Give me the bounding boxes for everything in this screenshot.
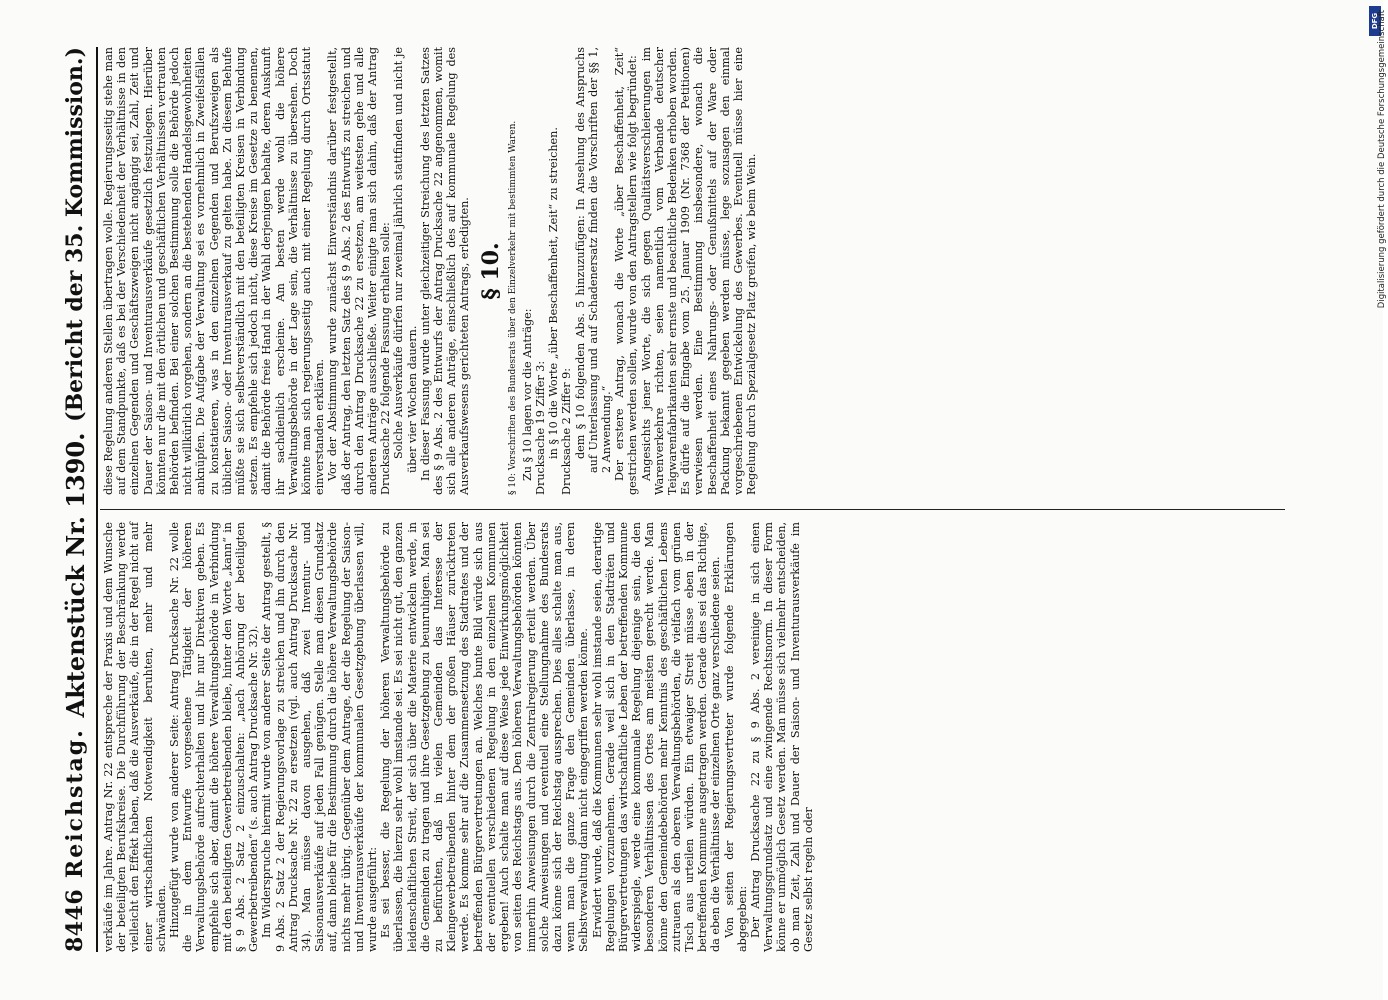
header-bericht: (Bericht der 35. Kommission.) xyxy=(62,47,88,422)
left-paragraph: Hinzugefügt wurde von anderer Seite: Antrag Drucksache Nr. 22 wolle die in dem Entwurfe vorgesehene Tätigkeit der höheren Verwaltungsbehörde aufrechterhalten und ihr nur Direktiven geben. Es empfehle sich aber, damit die höhere Verwaltungsbehörde in Verbindung mit den beteiligten Gewerbetreibenden bleibe, hinter den Worte „kann“ in § 9 Abs. 2 Satz 2 einzuschalten: „nach Anhörung der beteiligten Gewerbetreibenden“ (s. auch Antrag Drucksache Nr. 32). xyxy=(168,522,261,952)
header-reichstag: Reichstag. xyxy=(62,728,88,879)
header-aktenstueck: Aktenstück Nr. 1390. xyxy=(60,432,90,718)
left-paragraph: Es sei besser, die Regelung der höheren Verwaltungsbehörde zu überlassen, die hierzu sehr wohl imstande sei. Es sei nicht gut, den ganzen leidenschaftlichen Streit, der sich über die Materie entwickeln werde, in die Gemeinden zu tragen und ihre Gesetzgebung zu beunruhigen. Man sei zu befürchten, daß in vielen Gemeinden das Interesse der Kleingewerbetreibenden hinter dem der großen Häuser zurücktreten werde. Es komme sehr auf die Zusammensetzung des Stadtrates und der betreffenden Bürgervertretungen an. Welches bunte Bild würde sich aus der eventuellen verschiedenen Regelung in den einzelnen Kommunen ergeben! Auch schalte man auf diese Weise jede Einwirkungsmöglichkeit von seiten des Reichstags aus. Den höheren Verwaltungsbehörden könnten immerhin Anweisungen durch die Zentralregierung erteilt werden. Über solche Anweisungen und eventuell eine Stellungnahme des Bundesrats dazu könne sich der Reichstag aussprechen. Dies alles schalte man aus, wenn man die ganze Frage den Gemeinden überlasse, in deren Selbstverwaltung dann nicht eingegriffen werden könne. xyxy=(379,522,591,952)
right-paragraph: In dieser Fassung wurde unter gleichzeitiger Streichung des letzten Satzes des § 9 Abs. 2 des Entwurfs der Antrag Drucksache 22 angenommen, womit sich alle anderen Anträge, einschließlich des auf kommunale Regelung des Ausverkaufswesens gerichteten Antrags, erledigten. xyxy=(418,47,472,495)
left-paragraph: Erwidert wurde, daß die Kommunen sehr wohl imstande seien, derartige Regelungen vorzunehmen. Gerade weil sich in den Stadträten und Bürgervertretungen das wirtschaftliche Leben der betreffenden Kommune widerspiegle, werde eine kommunale Regelung diejenige sein, die den besonderen Verhältnissen des Ortes am meisten gerecht werde. Man könne den Gemeindebehörden mehr Kenntnis des geschäftlichen Lebens zutrauen als den oberen Verwaltungsbehörden, die vielfach vom grünen Tisch aus urteilen würden. Ein etwaiger Streit müsse eben in der betreffenden Kommune ausgetragen werden. Gerade dies sei das Richtige, da eben die Verhältnisse der einzelnen Orte ganz verschiedene seien. xyxy=(590,522,723,952)
dfg-logo-text: DFG xyxy=(1371,12,1379,30)
left-paragraph: Von seiten der Regierungsvertreter wurde folgende Erklärungen abgegeben: xyxy=(722,522,749,952)
section-margin-note: § 10: Vorschriften des Bundesrats über den Einzelverkehr mit bestimmten Waren. xyxy=(507,120,518,495)
right-paragraph: Angesichts jener Worte, die sich gegen Qualitätsverschleierungen im Warenverkehre richten, seien namentlich vom Verbande deutscher Teigwarenfabrikanten sehr ernste und beachtliche Bedenken erhoben worden. Es dürfe auf die Eingabe vom 25. Januar 1909 (Nr. 7368 der Petitionen) verwiesen werden. Eine Bestimmung insbesondere, wonach die Beschaffenheit eines Nahrungs- oder Genußmittels auf der Ware oder Packung bekannt gegeben werden müsse, lege sozusagen den einmal vorgeschriebenen Entwickelung des Gewerbes. Eventuell müsse hier eine Regelung durch Spezialgesetz Platz greifen, wie beim Wein. xyxy=(639,47,759,495)
motion-body: dem § 10 folgenden Abs. 5 hinzuzufügen: In Ansehung des Anspruchs auf Unterlassung und auf Schadenersatz finden die Vorschriften der §§ 1, 2 Anwendung.“ xyxy=(573,47,613,473)
left-text-column xyxy=(102,522,1282,952)
motion-heading: Drucksache 2 Ziffer 9: xyxy=(560,367,574,495)
motion-body: in § 10 die Worte „über Beschaffenheit, Zeit“ zu streichen. xyxy=(547,127,561,459)
left-paragraph: verkäufe im Jahre. Antrag Nr. 22 entspreche der Praxis und dem Wunsche der beteiligten Berufskreise. Die Durchführung der Beschränkung werde vielleicht den Effekt haben, daß die Ausverkäufe, die in der Regel nicht auf einer wirtschaftlichen Notwendigkeit beruhten, mehr und mehr schwänden. xyxy=(102,522,168,952)
digitization-note xyxy=(1376,10,1388,990)
right-text-column xyxy=(102,47,1282,495)
right-paragraph: Der erstere Antrag, wonach die Worte „über Beschaffenheit, Zeit“ gestrichen werden sollen, wurde von den Antragstellern wie folgt begründet: xyxy=(613,47,640,495)
digitization-text: Digitalisierung gefördert durch die Deutsche Forschungsgemeinschaft xyxy=(1377,10,1387,309)
header-rule xyxy=(96,47,98,952)
column-divider xyxy=(100,509,1285,510)
motion-heading: Drucksache 19 Ziffer 3: xyxy=(533,360,547,495)
running-header xyxy=(58,47,92,952)
page-number: 8446 xyxy=(62,888,88,952)
right-paragraph: diese Regelung anderen Stellen übertragen wolle. Regierungsseitig stehe man auf dem Standpunkte, daß es bei der Verschiedenheit der Verhältnisse in den einzelnen Gegenden und Geschäftszweigen nicht angängig sei, Zahl, Zeit und Dauer der Saison- und Inventurausverkäufe gesetzlich festzulegen. Hierüber könnten nur die mit den örtlichen und geschäftlichen Verhältnissen vertrauten Behörden befinden. Bei einer solchen Bestimmung solle die Behörde jedoch nicht willkürlich vorgehen, sondern an die bestehenden Handelsgewohnheiten anknüpfen. Die Aufgabe der Verwaltung sei es vornehmlich in Zweifelsfällen zu konstatieren, was in den einzelnen Gegenden und Berufszweigen als üblicher Saison- oder Inventurausverkauf zu gelten habe. Zu diesem Behufe müßte sie sich selbstverständlich mit den beteiligten Kreisen in Verbindung setzen. Es empfehle sich jedoch nicht, diese Kreise im Gesetze zu benennen, damit die Behörde freie Hand in der Wahl derjenigen behalte, deren Auskunft ihr sachdienlich erscheine. Am besten werde wohl die höhere Verwaltungsbehörde in der Lage sein, die Verhältnisse zu übersehen. Doch könnte man sich regierungsseitig auch mit einer Regelung durch Ortsstatut einverstanden erklären. xyxy=(102,47,327,495)
right-paragraph: Vor der Abstimmung wurde zunächst Einverständnis darüber festgestellt, daß der Antrag, den letzten Satz des § 9 Abs. 2 des Entwurfs zu streichen und durch den Antrag Drucksache 22 zu ersetzen, am weitesten gehe und alle anderen Anträge ausschließe. Weiter einigte man sich dahin, daß der Antrag Drucksache 22 folgende Fassung erhalten solle: xyxy=(326,47,393,495)
quoted-motion: Solche Ausverkäufe dürfen nur zweimal jährlich stattfinden und nicht je über vier Wochen dauern. xyxy=(392,47,419,473)
left-paragraph: Der Antrag Drucksache 22 zu § 9 Abs. 2 vereinige in sich einen Verwaltungsgrundsatz und eine zwingende Rechtsnorm. In dieser Form könne er unmöglich Gesetz werden. Man müsse sich vielmehr entscheiden, ob man Zeit, Zahl und Dauer der Saison- und Inventurausverkäufe im Gesetz selbst regeln oder xyxy=(748,522,815,952)
left-paragraph: Im Widerspruche hiermit wurde von anderer Seite der Antrag gestellt, § 9 Abs. 2 Satz 2 der Regierungsvorlage zu streichen und ihn durch den Antrag Drucksache Nr. 22 zu ersetzen (vgl. auch Antrag Drucksache Nr. 34). Man müsse davon ausgehen, daß zwei Inventur- und Saisonausverkäufe auf jeden Fall genügen. Stelle man diesen Grundsatz auf, dann bleibe für die Bestimmung durch die höhere Verwaltungsbehörde nichts mehr übrig. Gegenüber dem Antrage, der die Regelung der Saison- und Inventurausverkäufe der kommunalen Gesetzgebung überlassen will, wurde ausgeführt: xyxy=(260,522,380,952)
right-paragraph: Zu § 10 lagen vor die Anträge: xyxy=(520,308,534,481)
section-heading: § 10. xyxy=(477,242,504,300)
